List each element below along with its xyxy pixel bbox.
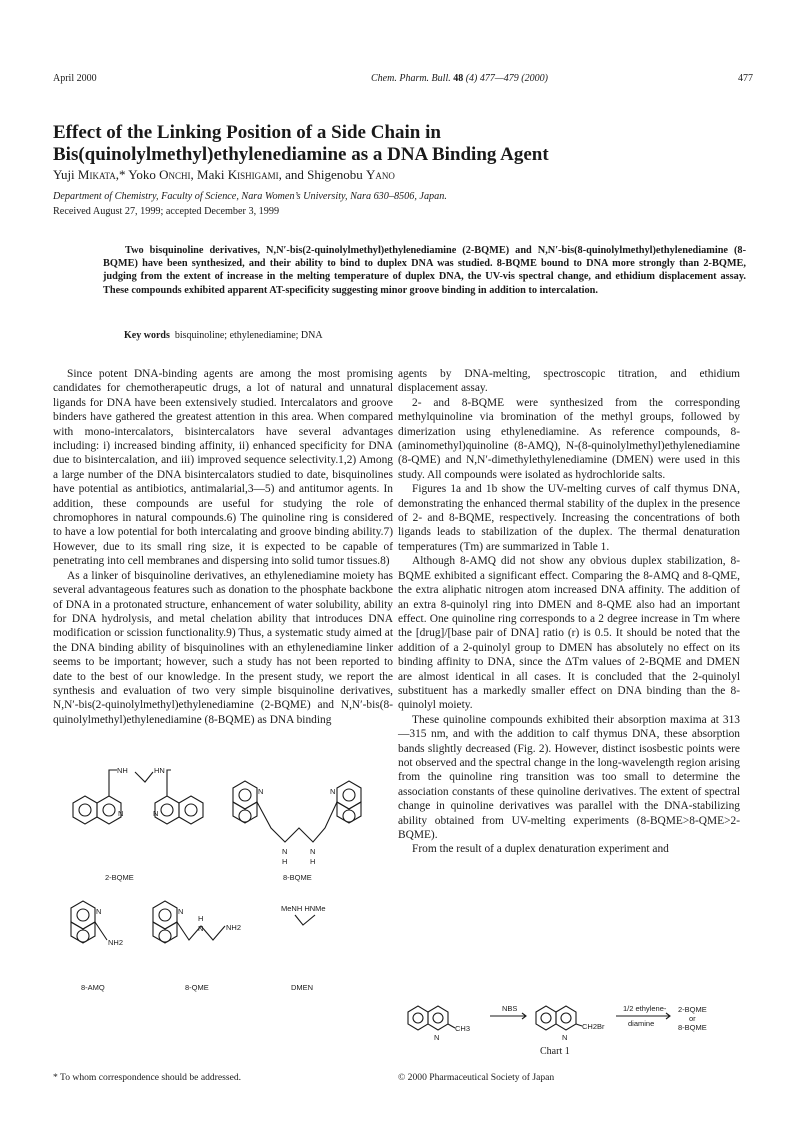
ch3-label: CH3 (455, 1024, 471, 1033)
author-3-last: Kishigami (227, 167, 279, 182)
pyridine-ring (428, 1006, 448, 1030)
keywords-list: bisquinoline; ethylenediamine; DNA (174, 330, 323, 341)
aromatic-circle (343, 810, 355, 822)
nitrogen-label: N (258, 787, 264, 796)
benzene-ring (71, 922, 95, 943)
aromatic-circle (185, 804, 197, 816)
aromatic-circle (561, 1013, 571, 1023)
nitrogen-label: N (282, 847, 288, 856)
paragraph: These quinoline compounds exhibited their absorption maxima at 313—315 nm, and with the addition to calf thymus DNA, these absorption bands slightly decreased (Fig. 2). However, distinct isosbestic points were not observed and the spectral change in the long-wavelength region arising from the quinoline ring transition was too small to determine the association constants of these quinoline derivatives. The extent of spectral change in quinoline derivatives was parallel with the DNA-stabilizing ability obtained from UV-melting experiments (8-BQME>8-QME>2-BQME). (398, 713, 740, 841)
author-list (53, 167, 395, 183)
benzene-ring (408, 1006, 428, 1030)
paragraph: From the result of a duplex denaturation experiment and (412, 843, 669, 856)
nitrogen-label: N (434, 1033, 440, 1042)
author-3-first: Maki (197, 167, 228, 182)
aromatic-circle (161, 804, 173, 816)
paragraph: Figures 1a and 1b show the UV-melting curves of calf thymus DNA, demonstrating the enhanced thermal stability of the duplex in the presence of 2- and 8-BQME, respectively. Increasing the concentrations of both ligands leads to stabilization of the duplex. The thermal denaturation temperatures (Tm) are summarized in Table 1. (398, 483, 740, 553)
keywords-label: Key words (124, 330, 170, 341)
chart-caption: Chart 1 (540, 1046, 570, 1057)
dmen-formula: MeNH HNMe (281, 904, 326, 913)
label-8-bqme: 8-BQME (283, 873, 312, 882)
reagent-ethylenediamine-bottom: diamine (628, 1019, 655, 1028)
nitrogen-label: N (178, 907, 184, 916)
aromatic-circle (239, 810, 251, 822)
reagent-ethylenediamine-top: 1/2 ethylene- (623, 1004, 667, 1013)
methyl-bond (448, 1024, 455, 1028)
structure-8-bqme (233, 781, 361, 882)
nh-label: NH (117, 766, 128, 775)
keywords (124, 330, 323, 341)
reaction-arrow-2 (616, 1004, 670, 1028)
product-2-bqme: 2-BQME (678, 1005, 707, 1014)
ethylene-linker (295, 915, 315, 925)
ch2br-label: CH2Br (582, 1022, 605, 1031)
reagent-nbs: NBS (502, 1004, 518, 1013)
aromatic-circle (159, 930, 171, 942)
paragraph: 2- and 8-BQME were synthesized from the corresponding methylquinoline via bromination of the methyl groups, followed by dimerization using ethylenediamine. As reference compounds, 8-(aminomethyl)quinoline (8-AMQ), N-(8-quinolylmethyl)ethylenediamine (8-QME) and N,N′-dimethylethylenediamine (DMEN) were used in this study. All compounds were isolated as hydrochloride salts. (398, 396, 740, 481)
title-line-2: Bis(quinolylmethyl)ethylenediamine as a DNA Binding Agent (53, 144, 549, 165)
pyridine-ring (337, 781, 361, 809)
nitrogen-label: N (310, 847, 316, 856)
benzene-ring (153, 922, 177, 943)
side-chain-bond (167, 770, 171, 796)
pyridine-ring (155, 796, 179, 824)
author-1-last: Mikata (77, 167, 116, 182)
reaction-arrow-1 (490, 1004, 526, 1019)
paragraph: As a linker of bisquinoline derivatives, an ethylenediamine moiety has several advantageous features such as donation to the phosphate backbone of DNA in a protonated structure, enhancement of water solubility, ability for DNA hydrolysis, and metal chelation ability that introduces DNA modification or scission functionality.9) Thus, a systematic study aimed at the DNA binding ability of bisquinolines with an ethylenediamine linker seems to be important; however, such a study has not been reported to date to the best of our knowledge. In the present study, we report the synthesis and evaluation of two very simple bisquinoline derivatives, N,N′-bis(2-quinolylmethyl)ethylenediamine (2-BQME) and N,N′-bis(8-quinolylmethyl)ethylenediamine (8-BQME) as DNA binding (53, 569, 393, 726)
nitrogen-label: N (96, 907, 102, 916)
journal-issue-pages: (4) 477—479 (2000) (465, 73, 548, 84)
hn-label: HN (154, 766, 165, 775)
aromatic-circle (343, 789, 355, 801)
author-2-last: Onchi (159, 167, 191, 182)
label-2-bqme: 2-BQME (105, 873, 134, 882)
hydrogen-label: H (198, 914, 204, 923)
received-dates: Received August 27, 1999; accepted December 3, 1999 (53, 206, 280, 217)
journal-name: Chem. Pharm. Bull. (371, 73, 451, 84)
benzene-ring (536, 1006, 556, 1030)
label-dmen: DMEN (291, 983, 314, 992)
nitrogen-label: N (562, 1033, 568, 1042)
author-sep-2: , and (278, 167, 308, 182)
benzene-ring (337, 802, 361, 823)
header-date: April 2000 (53, 73, 97, 84)
body-column-left (53, 367, 393, 727)
header-page-number: 477 (738, 73, 753, 84)
body-column-right (398, 367, 740, 857)
chemical-structures-figure (53, 758, 383, 1070)
author-1-first: Yuji (53, 167, 78, 182)
aromatic-circle (413, 1013, 423, 1023)
affiliation: Department of Chemistry, Faculty of Science, Nara Women’s University, Nara 630–8506, Japan. (53, 191, 447, 202)
correspondence-footnote: * To whom correspondence should be addressed. (53, 1072, 242, 1083)
pyridine-ring (556, 1006, 576, 1030)
aromatic-circle (239, 789, 251, 801)
product-or: or (689, 1014, 696, 1023)
structure-8-qme (153, 901, 241, 992)
structure-2-bqme (73, 766, 203, 882)
pyridine-ring (71, 901, 95, 929)
nitrogen-label: N (198, 924, 204, 933)
header-journal-citation (371, 73, 548, 84)
benzene-ring (73, 796, 97, 824)
paragraph: Since potent DNA-binding agents are among the most promising candidates for chemotherapeutic drugs, a lot of natural and unnatural ligands for DNA have been extensively studied. Intercalators and groove binders have gathered the greatest attention in this area. When compared with mono-intercalators, bisintercalators have several advantages including: i) increased binding affinity, ii) enhanced specificity for DNA due to bisintercalation, and iii) improved sequence selectivity.1,2) Among a large number of the DNA bisintercalators studied to date, bisquinolines have potential as antibiotics, antimalarial,3—5) and antitumor agents. In addition, these compounds are useful for studying the role of chromophores in natural compounds.6) The quinoline ring is considered to have a low potential for both intercalating and groove binding ability.7) However, due to its small ring size, it is expected to be capable of penetrating into cell membranes and dispersing into solid tumor tissues.8) (53, 368, 393, 568)
aromatic-circle (77, 909, 89, 921)
aromatic-circle (79, 804, 91, 816)
side-chain-bond (109, 770, 117, 796)
benzene-ring (179, 796, 203, 824)
benzene-ring (233, 802, 257, 823)
label-8-amq: 8-AMQ (81, 983, 105, 992)
aromatic-circle (103, 804, 115, 816)
author-sep-1: , (190, 167, 198, 182)
nitrogen-label: N (153, 809, 159, 818)
nh2-label: NH2 (108, 938, 124, 947)
synthesis-scheme (398, 998, 743, 1043)
nitrogen-label: N (330, 787, 336, 796)
nh2-label: NH2 (226, 923, 242, 932)
methylquinoline (408, 1006, 470, 1042)
aromatic-circle (433, 1013, 443, 1023)
product-8-bqme: 8-BQME (678, 1023, 707, 1032)
paper-title (53, 122, 753, 166)
scheme-products (678, 1005, 707, 1032)
paragraph: agents by DNA-melting, spectroscopic titration, and ethidium displacement assay. (398, 368, 740, 395)
paragraph: Although 8-AMQ did not show any obvious duplex stabilization, 8-BQME exhibited a significant effect. Comparing the 8-AMQ and 8-QME, the extra aliphatic nitrogen atom increased DNA affinity. The addition of an extra 8-quinolyl ring into DMEN and 8-QME also had an important effect. One quinoline ring corresponds to a 2 degree increase in Tm where the [drug]/[base pair of DNA] ratio (r) is 0.5. It should be noted that the addition of a 2-quinolyl group to DMEN has absolutely no effect on its binding affinity to DNA, since the ΔTm values of 2-BQME and DMEN are almost identical in all cases. It is concluded that the 2-quinolyl substituent has a markedly smaller effect on DNA binding than the 8-quinolyl moiety. (398, 555, 740, 712)
label-8-qme: 8-QME (185, 983, 209, 992)
side-chain-bond (95, 922, 107, 940)
author-1-mark: ,* (115, 167, 129, 182)
aromatic-circle (541, 1013, 551, 1023)
author-2-first: Yoko (128, 167, 160, 182)
ethylene-linker (135, 772, 153, 782)
abstract: Two bisquinoline derivatives, N,N′-bis(2-quinolylmethyl)ethylenediamine (2-BQME) and N,N′-bis(8-quinolylmethyl)ethylenediamine (8-BQME) have been synthesized, and their ability to bind to duplex DNA was studied. 8-BQME bound to DNA more strongly than 2-BQME, judging from the extent of increase in the melting temperature of duplex DNA, the UV-vis spectral change, and ethidium displacement assay. These compounds exhibited apparent AT-specificity suggesting minor groove binding in addition to intercalation. (103, 245, 746, 296)
copyright-notice: © 2000 Pharmaceutical Society of Japan (398, 1072, 555, 1083)
bromomethylquinoline (536, 1006, 605, 1042)
ethylenediamine-linker (257, 802, 337, 842)
hydrogen-label: H (282, 857, 288, 866)
pyridine-ring (233, 781, 257, 809)
aromatic-circle (159, 909, 171, 921)
author-4-last: Yano (366, 167, 395, 182)
author-4-first: Shigenobu (307, 167, 367, 182)
pyridine-ring (153, 901, 177, 929)
structure-8-amq (71, 901, 123, 992)
structure-dmen (281, 904, 326, 992)
journal-volume: 48 (453, 73, 464, 84)
hydrogen-label: H (310, 857, 316, 866)
aromatic-circle (77, 930, 89, 942)
nitrogen-label: N (118, 809, 124, 818)
title-line-1: Effect of the Linking Position of a Side Chain in (53, 122, 441, 143)
